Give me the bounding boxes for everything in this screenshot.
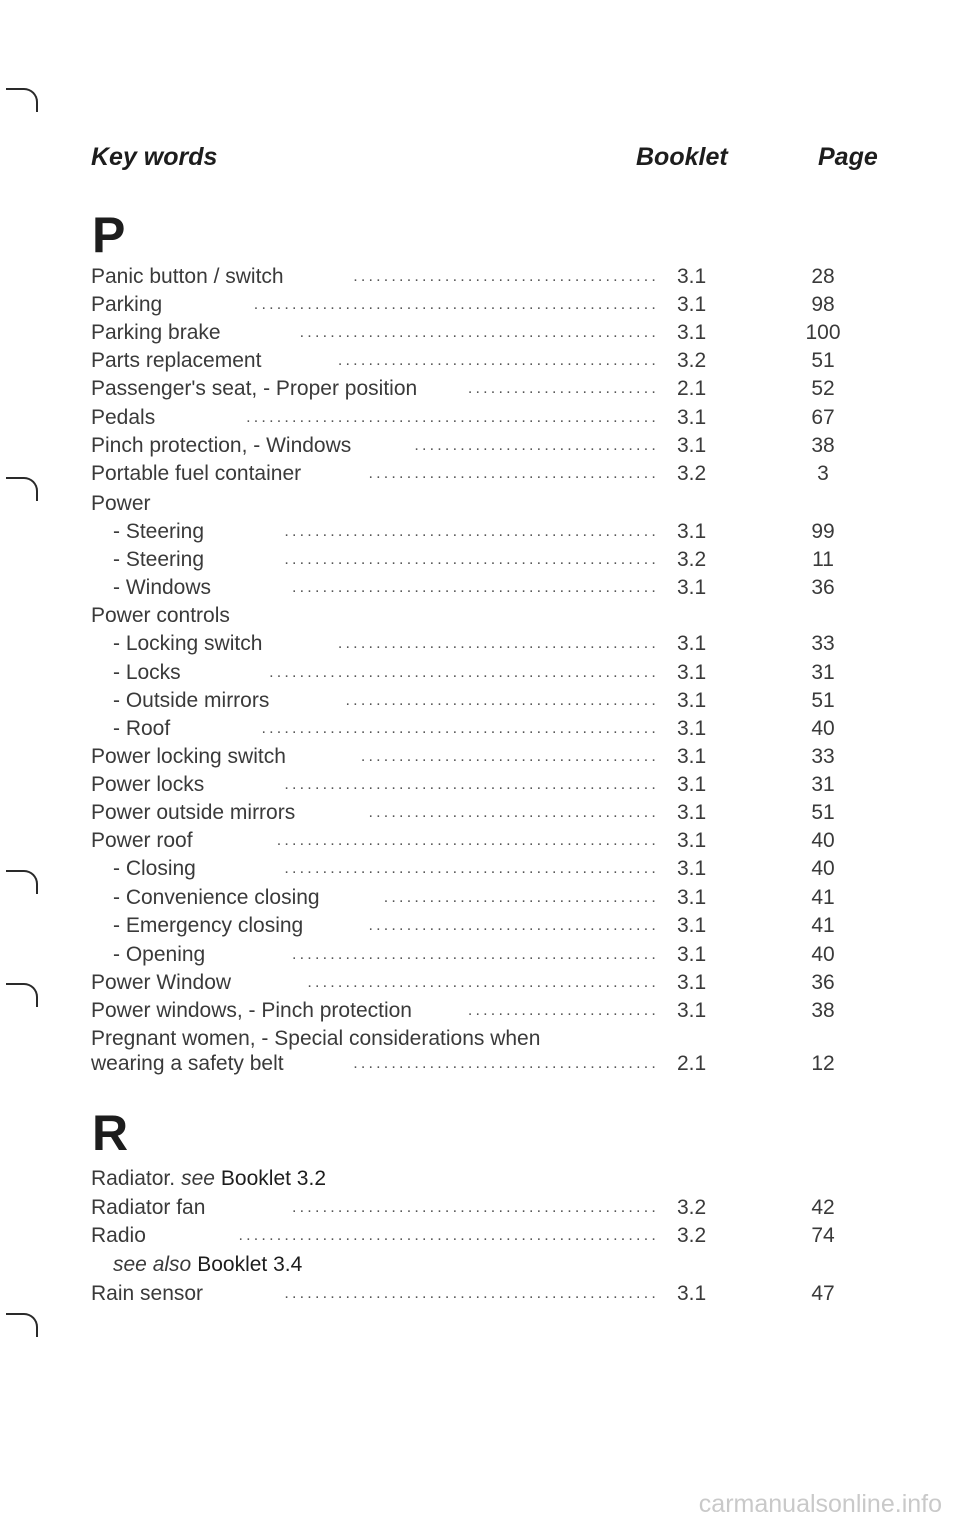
entry-page: 42 <box>811 1196 835 1219</box>
keyword-text: - Outside mirrors <box>113 689 270 712</box>
leader-dots: ................................................. <box>284 776 659 793</box>
index-entry <box>91 969 891 997</box>
index-entry <box>91 687 891 715</box>
leader-dots: ................................................. <box>284 860 659 877</box>
entry-booklet: 3.1 <box>677 829 707 852</box>
keyword-text: Radio <box>91 1224 146 1247</box>
entry-page: 11 <box>812 548 834 571</box>
entry-booklet: 2.1 <box>677 1052 707 1075</box>
entry-booklet: 3.1 <box>677 801 707 824</box>
section-letter-p: P <box>92 207 126 263</box>
entry-page: 31 <box>811 661 835 684</box>
entry-page: 36 <box>811 971 835 994</box>
margin-mark <box>6 477 38 501</box>
leader-dots: ....................................... <box>360 748 659 765</box>
index-entry <box>91 884 891 912</box>
header-page: Page <box>818 143 878 171</box>
entry-page: 99 <box>811 520 835 543</box>
leader-dots: ................................ <box>414 437 659 454</box>
margin-mark <box>6 983 38 1007</box>
index-entry <box>91 518 891 546</box>
entry-keyword <box>91 404 155 432</box>
leader-dots: ......................................... <box>345 692 659 709</box>
entry-page: 100 <box>805 321 841 344</box>
index-entry <box>91 1251 891 1279</box>
entry-keyword <box>91 687 269 715</box>
entry-keyword <box>91 715 170 743</box>
index-entry <box>91 1050 891 1078</box>
leader-dots: ................................................. <box>284 1285 659 1302</box>
keyword-text: - Closing <box>113 857 196 880</box>
keyword-text: - Opening <box>113 943 206 966</box>
entry-page: 38 <box>811 999 835 1022</box>
leader-dots: .................................................... <box>261 720 659 737</box>
entry-keyword <box>91 659 181 687</box>
keyword-text: Parking <box>91 293 163 316</box>
leader-dots: ........................................ <box>353 1055 659 1072</box>
leader-dots: ..................................................... <box>253 296 659 313</box>
entry-page: 28 <box>811 265 835 288</box>
see-reference-label: see <box>181 1167 215 1190</box>
leader-dots: ................................................. <box>284 551 659 568</box>
keyword-text: Portable fuel container <box>91 462 302 485</box>
entry-keyword <box>91 855 196 883</box>
entry-page: 52 <box>811 377 835 400</box>
index-entry <box>91 263 891 291</box>
entry-booklet: 3.1 <box>677 632 707 655</box>
entry-keyword <box>91 1194 205 1222</box>
keyword-text: Parts replacement <box>91 349 262 372</box>
watermark: carmanualsonline.info <box>698 1490 942 1518</box>
index-entry <box>91 941 891 969</box>
entry-keyword <box>91 997 412 1025</box>
leader-dots: ................................................ <box>292 1199 659 1216</box>
entry-keyword <box>91 743 286 771</box>
leader-dots: .................................... <box>383 889 659 906</box>
entry-booklet: 3.1 <box>677 576 707 599</box>
keyword-text: Rain sensor <box>91 1282 204 1305</box>
keyword-text: Radiator. <box>91 1167 176 1190</box>
index-entry <box>91 715 891 743</box>
entry-page: 40 <box>811 857 835 880</box>
index-entry <box>91 460 891 488</box>
entry-booklet: 3.1 <box>677 1282 707 1305</box>
header-keywords: Key words <box>91 143 218 171</box>
entry-keyword <box>91 1251 302 1279</box>
entry-booklet: 3.1 <box>677 661 707 684</box>
entry-page: 51 <box>811 349 835 372</box>
keyword-text: - Roof <box>113 717 171 740</box>
entry-keyword <box>91 375 417 403</box>
entry-keyword <box>91 518 204 546</box>
entry-keyword <box>91 941 205 969</box>
entry-keyword <box>91 546 204 574</box>
booklet-reference: Booklet 3.4 <box>197 1253 303 1276</box>
entry-keyword <box>91 771 204 799</box>
keyword-text: Power locking switch <box>91 745 286 768</box>
entry-booklet: 3.1 <box>677 293 707 316</box>
keyword-text: - Steering <box>113 520 205 543</box>
leader-dots: ................................................... <box>269 664 659 681</box>
entry-booklet: 3.1 <box>677 265 707 288</box>
entry-page: 40 <box>811 829 835 852</box>
entry-page: 41 <box>811 914 835 937</box>
entry-page: 12 <box>811 1052 835 1075</box>
entry-page: 33 <box>811 632 835 655</box>
margin-mark <box>6 88 38 112</box>
index-entry <box>91 1222 891 1250</box>
leader-dots: ...................................... <box>368 917 659 934</box>
entry-keyword <box>91 969 231 997</box>
entry-page: 40 <box>811 717 835 740</box>
entry-keyword <box>91 602 230 630</box>
entry-booklet: 3.1 <box>677 520 707 543</box>
entry-page: 31 <box>811 773 835 796</box>
entry-booklet: 3.1 <box>677 321 707 344</box>
keyword-text: Parking brake <box>91 321 221 344</box>
entry-page: 51 <box>811 801 835 824</box>
entry-page: 3 <box>817 462 829 485</box>
keyword-text: - Locking switch <box>113 632 263 655</box>
index-entry <box>91 799 891 827</box>
leader-dots: ...................................................... <box>246 409 659 426</box>
entry-page: 67 <box>811 406 835 429</box>
index-entry <box>91 574 891 602</box>
entry-keyword <box>91 1222 146 1250</box>
entry-keyword <box>91 432 351 460</box>
index-entry <box>91 347 891 375</box>
entry-booklet: 3.1 <box>677 406 707 429</box>
keyword-text: Power outside mirrors <box>91 801 296 824</box>
entry-page: 38 <box>811 434 835 457</box>
index-entry <box>91 827 891 855</box>
entry-keyword <box>91 1050 284 1078</box>
entry-booklet: 3.1 <box>677 434 707 457</box>
entry-page: 47 <box>811 1282 835 1305</box>
keyword-text: Power Window <box>91 971 232 994</box>
entry-booklet: 3.1 <box>677 971 707 994</box>
keyword-text: - Windows <box>113 576 212 599</box>
index-entry <box>91 743 891 771</box>
keyword-text: Passenger's seat, - Proper position <box>91 377 418 400</box>
leader-dots: .......................................... <box>337 635 659 652</box>
entry-keyword <box>91 490 151 518</box>
index-entry <box>91 1280 891 1308</box>
entry-booklet: 3.1 <box>677 886 707 909</box>
entry-booklet: 3.2 <box>677 462 707 485</box>
keyword-text: Pedals <box>91 406 156 429</box>
keyword-text: Power controls <box>91 604 230 627</box>
index-entry <box>91 1194 891 1222</box>
entry-keyword <box>91 319 221 347</box>
keyword-text: wearing a safety belt <box>91 1052 284 1075</box>
entry-page: 41 <box>811 886 835 909</box>
entry-booklet: 3.2 <box>677 1224 707 1247</box>
leader-dots: .............................................. <box>307 974 659 991</box>
index-entry <box>91 291 891 319</box>
margin-mark <box>6 870 38 894</box>
entry-booklet: 3.1 <box>677 717 707 740</box>
see-reference-label: see also <box>113 1253 192 1276</box>
keyword-text: - Emergency closing <box>113 914 304 937</box>
keyword-text: Power roof <box>91 829 193 852</box>
index-entry <box>91 771 891 799</box>
entry-page: 40 <box>811 943 835 966</box>
index-entry <box>91 404 891 432</box>
index-entry <box>91 1165 891 1193</box>
booklet-reference: Booklet 3.2 <box>220 1167 326 1190</box>
keyword-text: Power locks <box>91 773 205 796</box>
index-entry <box>91 855 891 883</box>
index-entry <box>91 912 891 940</box>
entry-keyword <box>91 291 162 319</box>
entry-booklet: 3.1 <box>677 914 707 937</box>
entry-page: 51 <box>811 689 835 712</box>
leader-dots: ......................... <box>467 1002 659 1019</box>
leader-dots: ................................................ <box>292 579 659 596</box>
entry-booklet: 3.1 <box>677 999 707 1022</box>
index-entry <box>91 319 891 347</box>
keyword-text: Pinch protection, - Windows <box>91 434 352 457</box>
keyword-text: - Steering <box>113 548 205 571</box>
entry-keyword <box>91 1025 540 1053</box>
leader-dots: ........................................ <box>353 268 659 285</box>
keyword-text: Power windows, - Pinch protection <box>91 999 412 1022</box>
entry-booklet: 3.1 <box>677 857 707 880</box>
index-entry <box>91 1025 891 1053</box>
leader-dots: ................................................. <box>284 523 659 540</box>
entry-keyword <box>91 460 301 488</box>
entry-keyword <box>91 630 262 658</box>
entry-booklet: 3.2 <box>677 349 707 372</box>
entry-booklet: 2.1 <box>677 377 707 400</box>
leader-dots: .......................................... <box>337 352 659 369</box>
leader-dots: ....................................................... <box>238 1227 659 1244</box>
keyword-text: - Locks <box>113 661 181 684</box>
entry-page: 98 <box>811 293 835 316</box>
index-entry <box>91 432 891 460</box>
entry-booklet: 3.1 <box>677 745 707 768</box>
margin-mark <box>6 1313 38 1337</box>
index-entry <box>91 602 891 630</box>
section-letter-r: R <box>92 1105 129 1161</box>
keyword-text: - Convenience closing <box>113 886 320 909</box>
entry-booklet: 3.2 <box>677 1196 707 1219</box>
entry-keyword <box>91 574 211 602</box>
entry-booklet: 3.2 <box>677 548 707 571</box>
entry-keyword <box>91 263 284 291</box>
keyword-text: Power <box>91 492 151 515</box>
leader-dots: ............................................... <box>299 324 659 341</box>
entry-booklet: 3.1 <box>677 943 707 966</box>
leader-dots: ................................................ <box>292 946 659 963</box>
leader-dots: ...................................... <box>368 804 659 821</box>
entry-keyword <box>91 799 295 827</box>
entry-keyword <box>91 884 320 912</box>
header-booklet: Booklet <box>636 143 728 171</box>
entry-page: 36 <box>811 576 835 599</box>
keyword-text: Radiator fan <box>91 1196 206 1219</box>
index-entry <box>91 490 891 518</box>
index-entry <box>91 375 891 403</box>
index-entry <box>91 659 891 687</box>
entry-page: 74 <box>811 1224 835 1247</box>
leader-dots: ...................................... <box>368 465 659 482</box>
entry-keyword <box>91 912 303 940</box>
entry-page: 33 <box>811 745 835 768</box>
index-entry <box>91 630 891 658</box>
entry-keyword <box>91 1165 326 1193</box>
keyword-text: Panic button / switch <box>91 265 284 288</box>
leader-dots: .................................................. <box>276 832 659 849</box>
entry-booklet: 3.1 <box>677 689 707 712</box>
entry-booklet: 3.1 <box>677 773 707 796</box>
entry-keyword <box>91 827 193 855</box>
entry-keyword <box>91 1280 203 1308</box>
leader-dots: ......................... <box>467 380 659 397</box>
index-entry <box>91 997 891 1025</box>
entry-keyword <box>91 347 261 375</box>
index-entry <box>91 546 891 574</box>
keyword-text: Pregnant women, - Special considerations when <box>91 1027 541 1050</box>
